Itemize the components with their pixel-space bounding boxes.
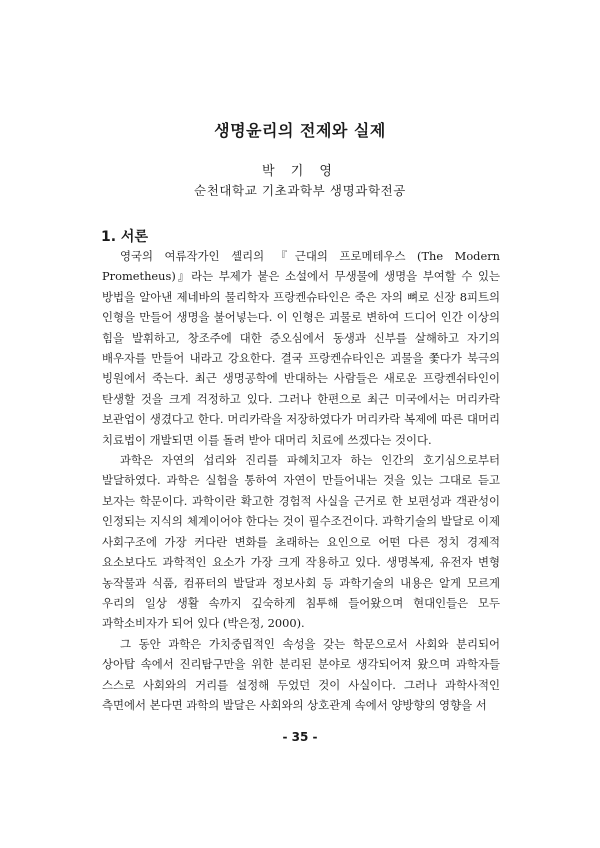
page-number: - 35 - (282, 730, 318, 744)
author-name: 박 기 영 (262, 164, 338, 179)
author-affiliation: 순천대학교 기초과학부 생명과학전공 (194, 183, 406, 198)
body-paragraph-2: 과학은 자연의 섭리와 진리를 파헤치고자 하는 인간의 호기심으로부터 발달하였다. 과학은 실험을 통하여 자연이 만들어내는 것을 있는 그대로 듣고 보자는 학문이다. 과학이란 확고한 경험적 사실을 근거로 한 보편성과 객관성이 인정되는 지식의 체계이어야 한다는 것이 필수조건이다. 과학기술의 발달로 이제 사회구조에 가장 커다란 변화를 초래하는 요인으로 어떤 다른 정치 경제적 요소보다도 과학적인 요소가 가장 크게 작용하고 있다. 생명복제, 유전자 변형 농작물과 식품, 컴퓨터의 발달과 정보사회 등 과학기술의 내용은 알게 모르게 우리의 일상 생활 속까지 깊숙하게 침투해 들어왔으며 현대인들은 모두 과학소비자가 되어 있다 (박은정, 2000). (102, 453, 500, 631)
section-body (102, 246, 500, 715)
body-paragraph-1: 영국의 여류작가인 셸리의 『근대의 프로메테우스 (The Modern Prometheus)』라는 부제가 붙은 소설에서 무생물에 생명을 부여할 수 있는 방법을 알아낸 제네바의 물리학자 프랑켄슈타인은 죽은 자의 뼈로 신장 8피트의 인형을 만들어 생명을 불어넣는다. 이 인형은 괴물로 변하여 드디어 인간 이상의 힘을 발휘하고, 창조주에 대한 증오심에서 동생과 신부를 살해하고 자기의 배우자를 만들어 내라고 강요한다. 결국 프랑켄슈타인은 괴물을 쫓다가 북극의 빙원에서 죽는다. 최근 생명공학에 반대하는 사람들은 새로운 프랑켄쉬타인이 탄생할 것을 크게 걱정하고 있다. 그러나 한편으로 최근 미국에서는 머리카락 보관업이 생겼다고 한다. 머리카락을 저장하였다가 머리카락 복제에 따른 대머리 치료법이 개발되면 이를 돌려 받아 대머리 치료에 쓰겠다는 것이다. (102, 249, 500, 447)
paper-title: 생명윤리의 전제와 실제 (214, 121, 386, 140)
section-heading-introduction: 1. 서론 (101, 229, 148, 245)
body-paragraph-3: 그 동안 과학은 가치중립적인 속성을 갖는 학문으로서 사회와 분리되어 상아탑 속에서 진리탐구만을 위한 분리된 분야로 생각되어져 왔으며 과학자들 스스로 사회와의 거리를 설정해 두었던 것이 사실이다. 그러나 과학사적인 측면에서 본다면 과학의 발달은 사회와의 상호관계 속에서 양방향의 영향을 서 (102, 636, 500, 712)
